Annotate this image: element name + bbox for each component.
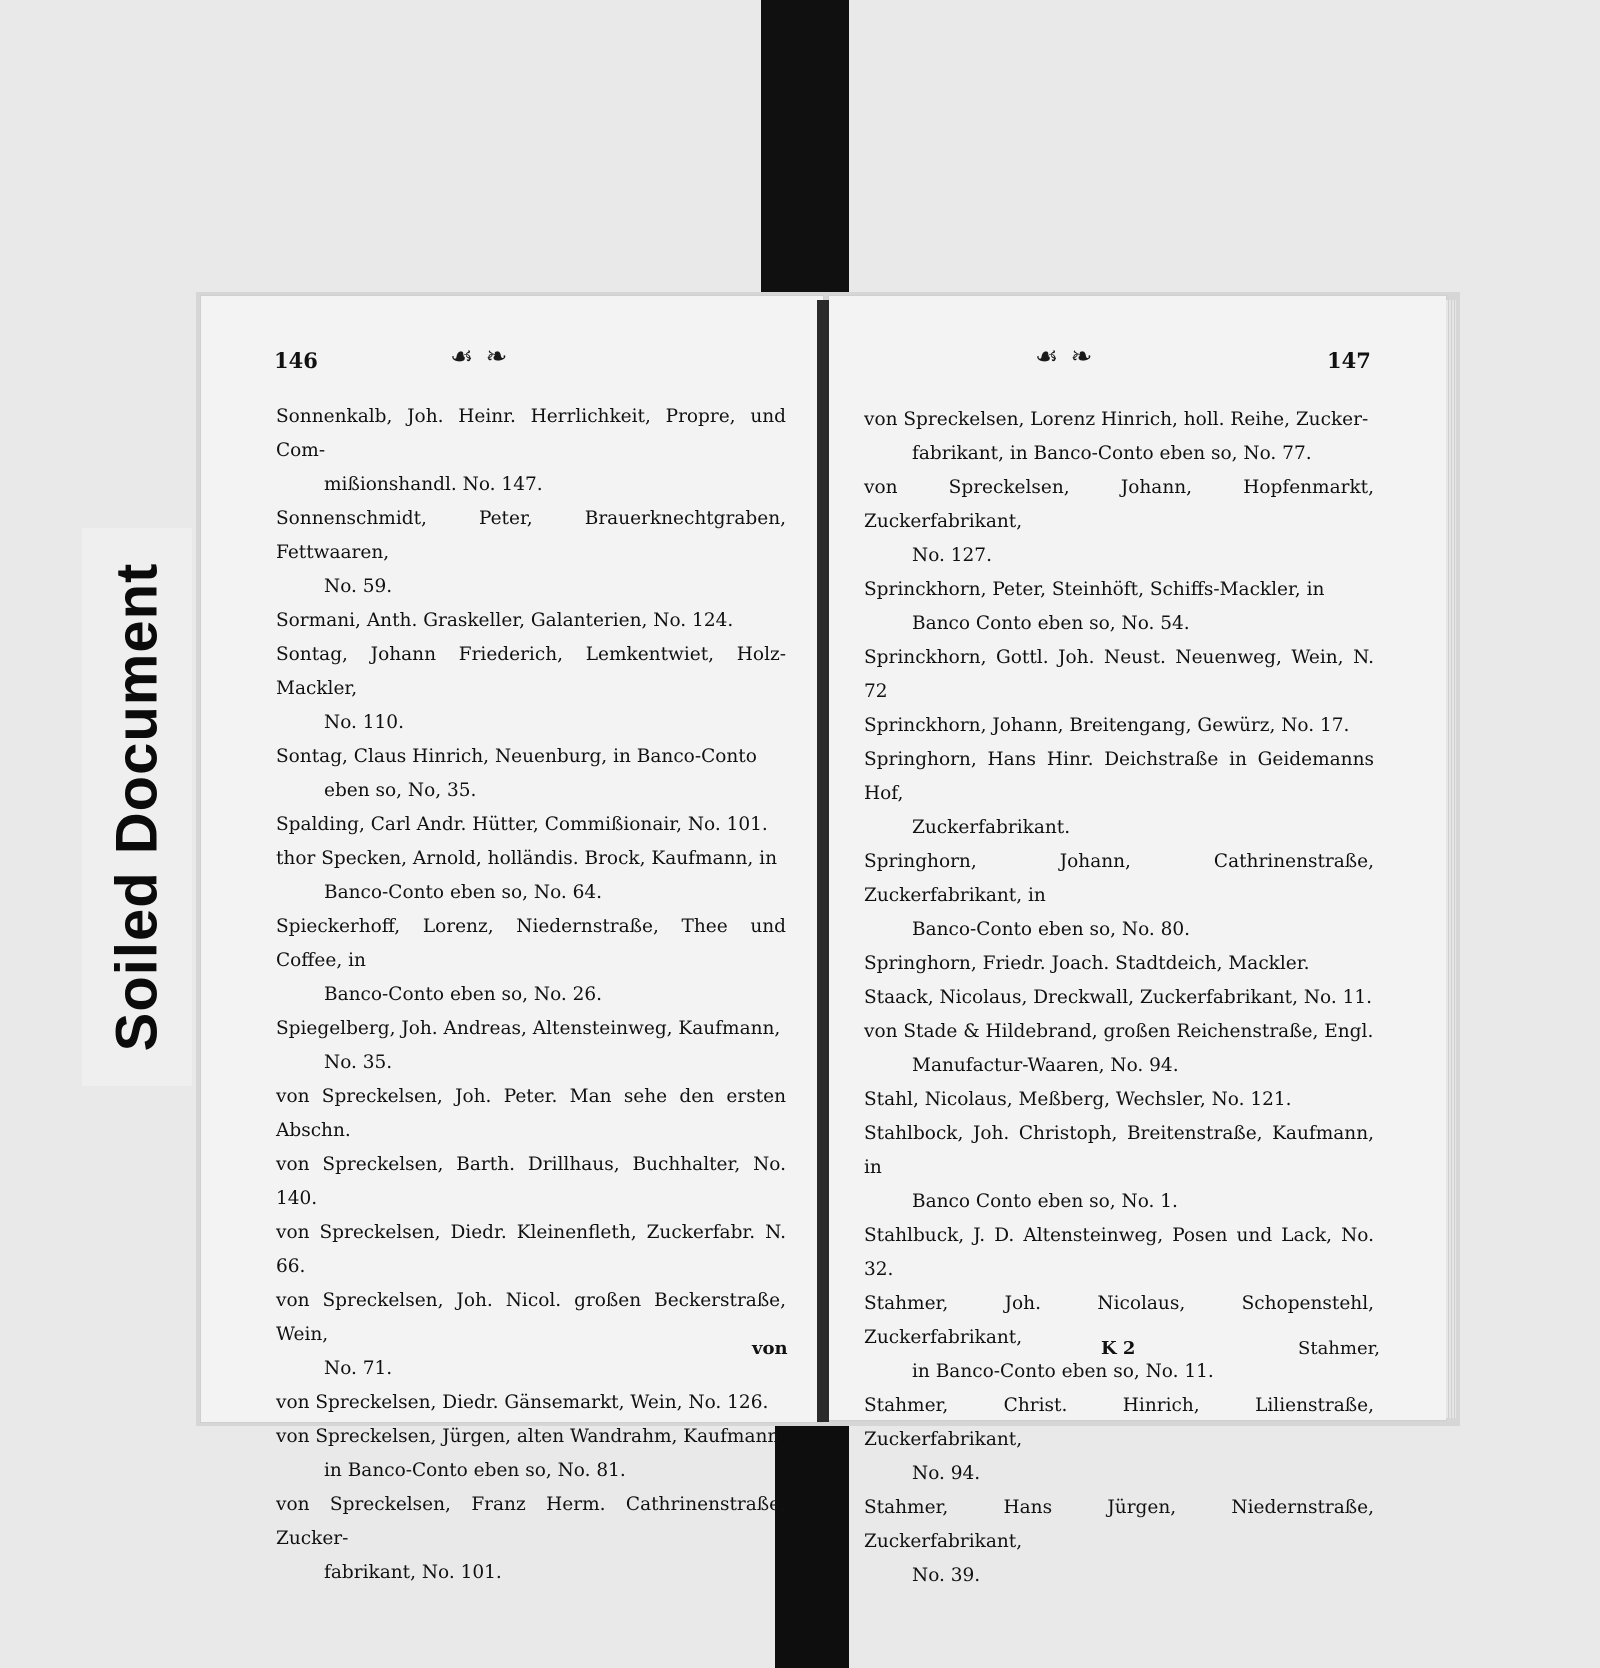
entry-continuation: fabrikant, in Banco-Conto eben so, No. 77. — [912, 443, 1312, 464]
directory-entry — [276, 1420, 786, 1488]
page-edges — [1446, 300, 1456, 1418]
directory-entry — [276, 1012, 786, 1080]
entry-continuation: Banco Conto eben so, No. 1. — [912, 1191, 1178, 1212]
entry-line: thor Specken, Arnold, holländis. Brock, Kaufmann, in — [276, 848, 778, 869]
book-gutter — [817, 300, 829, 1422]
entry-line: Stahlbock, Joh. Christoph, Breitenstraße, Kaufmann, in — [864, 1123, 1374, 1178]
entry-line: Stahmer, Joh. Nicolaus, Schopenstehl, Zuckerfabrikant, — [864, 1293, 1374, 1348]
entry-continuation: Zuckerfabrikant. — [912, 817, 1071, 838]
entry-continuation: No. 39. — [912, 1565, 981, 1586]
directory-entry — [864, 1491, 1374, 1593]
directory-entry — [864, 1083, 1374, 1117]
directory-entry — [864, 471, 1374, 573]
directory-entry — [276, 1284, 786, 1386]
entry-line: Stahmer, Hans Jürgen, Niedernstraße, Zuckerfabrikant, — [864, 1497, 1374, 1552]
directory-entry — [276, 502, 786, 604]
directory-entry — [864, 709, 1374, 743]
directory-entry — [864, 573, 1374, 641]
right-entry-list — [864, 403, 1374, 1593]
directory-entry — [276, 808, 786, 842]
directory-entry — [864, 1117, 1374, 1219]
entry-line: von Spreckelsen, Joh. Peter. Man sehe den ersten Abschn. — [276, 1086, 786, 1141]
left-page-number: 146 — [274, 348, 318, 373]
directory-entry — [864, 403, 1374, 471]
entry-continuation: Banco-Conto eben so, No. 26. — [324, 984, 603, 1005]
right-page-number: 147 — [1327, 348, 1371, 373]
directory-entry — [276, 1080, 786, 1148]
directory-entry — [276, 1386, 786, 1420]
right-signature-mark: K 2 — [1101, 1338, 1136, 1359]
entry-line: von Spreckelsen, Diedr. Gänsemarkt, Wein, No. 126. — [276, 1392, 769, 1413]
entry-line: von Spreckelsen, Jürgen, alten Wandrahm, Kaufmann — [276, 1426, 780, 1447]
directory-entry — [276, 638, 786, 740]
entry-continuation: in Banco-Conto eben so, No. 11. — [912, 1361, 1214, 1382]
entry-continuation: No. 59. — [324, 576, 393, 597]
directory-entry — [276, 740, 786, 808]
entry-line: Stahlbuck, J. D. Altensteinweg, Posen und Lack, No. 32. — [864, 1225, 1374, 1280]
entry-line: Sprinckhorn, Gottl. Joh. Neust. Neuenweg, Wein, N. 72 — [864, 647, 1374, 702]
binding-spine-top — [761, 0, 849, 302]
entry-line: von Stade & Hildebrand, großen Reichenstraße, Engl. — [864, 1021, 1374, 1042]
entry-line: Springhorn, Johann, Cathrinenstraße, Zuckerfabrikant, in — [864, 851, 1374, 906]
entry-continuation: No. 35. — [324, 1052, 393, 1073]
entry-continuation: Banco-Conto eben so, No. 64. — [324, 882, 603, 903]
entry-line: von Spreckelsen, Franz Herm. Cathrinenstraße, Zucker- — [276, 1494, 786, 1549]
entry-line: Springhorn, Friedr. Joach. Stadtdeich, Mackler. — [864, 953, 1310, 974]
entry-line: Stahl, Nicolaus, Meßberg, Wechsler, No. 121. — [864, 1089, 1292, 1110]
entry-continuation: No. 71. — [324, 1358, 393, 1379]
directory-entry — [276, 604, 786, 638]
entry-line: Spalding, Carl Andr. Hütter, Commißionair, No. 101. — [276, 814, 768, 835]
entry-line: Spiegelberg, Joh. Andreas, Altensteinweg, Kaufmann, — [276, 1018, 781, 1039]
entry-continuation: fabrikant, No. 101. — [324, 1562, 502, 1583]
entry-line: von Spreckelsen, Johann, Hopfenmarkt, Zuckerfabrikant, — [864, 477, 1374, 532]
directory-entry — [864, 641, 1374, 709]
entry-line: von Spreckelsen, Barth. Drillhaus, Buchhalter, No. 140. — [276, 1154, 786, 1209]
left-header-ornament-icon: ☙ ❧ — [450, 342, 510, 372]
soiled-document-label: Soiled Document — [104, 562, 170, 1052]
right-catchword: Stahmer, — [1298, 1338, 1380, 1359]
directory-entry — [864, 1389, 1374, 1491]
left-entry-list — [276, 400, 786, 1590]
entry-line: Sontag, Claus Hinrich, Neuenburg, in Banco-Conto — [276, 746, 757, 767]
directory-entry — [276, 842, 786, 910]
directory-entry — [864, 1015, 1374, 1083]
directory-entry — [276, 1148, 786, 1216]
entry-continuation: in Banco-Conto eben so, No. 81. — [324, 1460, 626, 1481]
entry-continuation: eben so, No, 35. — [324, 780, 477, 801]
left-catchword: von — [752, 1338, 788, 1359]
entry-line: Springhorn, Hans Hinr. Deichstraße in Geidemanns Hof, — [864, 749, 1374, 804]
entry-line: von Spreckelsen, Diedr. Kleinenfleth, Zuckerfabr. N. 66. — [276, 1222, 786, 1277]
entry-continuation: Manufactur-Waaren, No. 94. — [912, 1055, 1179, 1076]
entry-line: Stahmer, Christ. Hinrich, Lilienstraße, Zuckerfabrikant, — [864, 1395, 1374, 1450]
entry-line: Sprinckhorn, Johann, Breitengang, Gewürz, No. 17. — [864, 715, 1350, 736]
entry-continuation: mißionshandl. No. 147. — [324, 474, 543, 495]
directory-entry — [276, 910, 786, 1012]
entry-continuation: Banco Conto eben so, No. 54. — [912, 613, 1190, 634]
entry-line: von Spreckelsen, Joh. Nicol. großen Beckerstraße, Wein, — [276, 1290, 786, 1345]
entry-line: Sprinckhorn, Peter, Steinhöft, Schiffs-Mackler, in — [864, 579, 1325, 600]
binding-spine-bottom — [775, 1420, 849, 1668]
entry-continuation: No. 94. — [912, 1463, 981, 1484]
directory-entry — [276, 400, 786, 502]
entry-continuation: Banco-Conto eben so, No. 80. — [912, 919, 1191, 940]
entry-continuation: No. 110. — [324, 712, 404, 733]
entry-line: Sormani, Anth. Graskeller, Galanterien, No. 124. — [276, 610, 734, 631]
entry-line: Sonnenschmidt, Peter, Brauerknechtgraben, Fettwaaren, — [276, 508, 786, 563]
directory-entry — [864, 947, 1374, 981]
entry-line: Sonnenkalb, Joh. Heinr. Herrlichkeit, Propre, und Com- — [276, 406, 786, 461]
directory-entry — [276, 1488, 786, 1590]
entry-line: Sontag, Johann Friederich, Lemkentwiet, Holz-Mackler, — [276, 644, 786, 699]
right-header-ornament-icon: ☙ ❧ — [1035, 342, 1095, 372]
directory-entry — [276, 1216, 786, 1284]
entry-line: Staack, Nicolaus, Dreckwall, Zuckerfabrikant, No. 11. — [864, 987, 1373, 1008]
entry-line: Spieckerhoff, Lorenz, Niedernstraße, Thee und Coffee, in — [276, 916, 786, 971]
directory-entry — [864, 743, 1374, 845]
directory-entry — [864, 981, 1374, 1015]
entry-continuation: No. 127. — [912, 545, 992, 566]
directory-entry — [864, 1219, 1374, 1287]
directory-entry — [864, 845, 1374, 947]
entry-line: von Spreckelsen, Lorenz Hinrich, holl. Reihe, Zucker- — [864, 409, 1369, 430]
